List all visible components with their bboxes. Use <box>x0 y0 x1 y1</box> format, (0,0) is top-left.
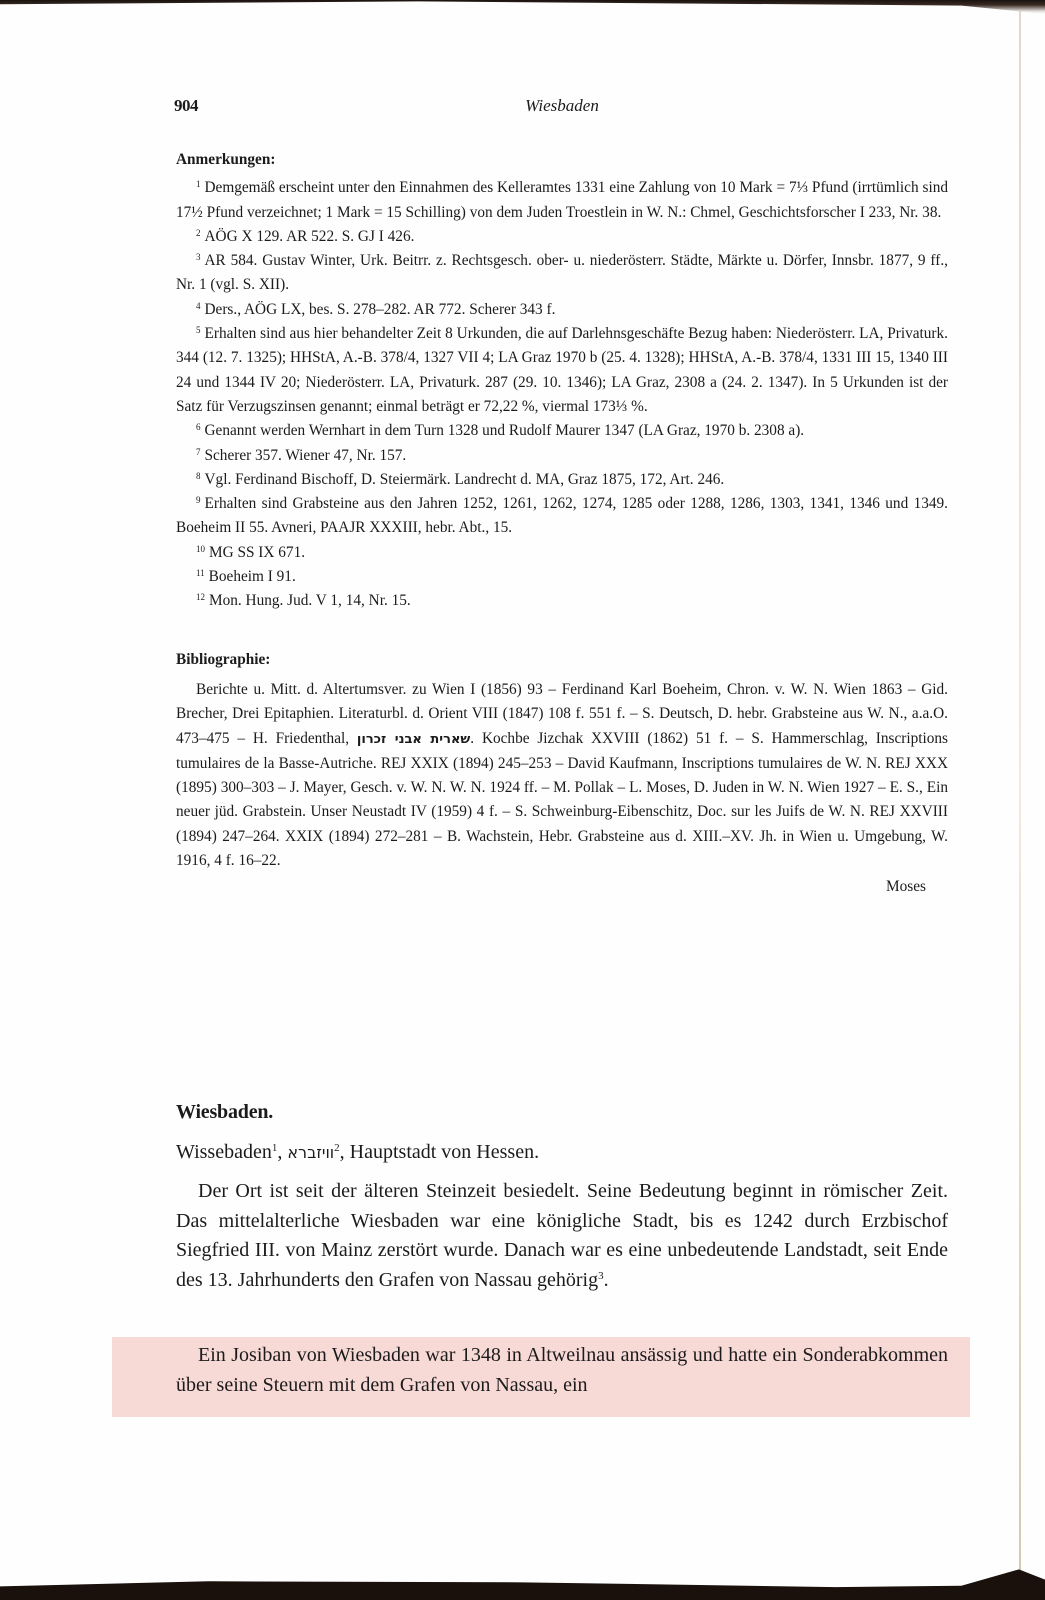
highlighted-paragraph: Ein Josiban von Wiesbaden war 1348 in Altweilnau ansässig und hatte ein Sonderabkommen über seine Steuern mit dem Grafen von Nassau, ein <box>176 1344 948 1396</box>
footnote-12 <box>176 589 948 613</box>
footnote-9 <box>176 492 948 541</box>
bibliography-text-part2: . Kochbe Jizchak XXVIII (1862) 51 f. – S. Hammerschlag, Inscriptions tumulaires de la Basse-Autriche. REJ XXIX (1894) 245–253 – David Kaufmann, Inscriptions tumulaires de W. N. REJ XXX (1895) 300–303 – J. Mayer, Gesch. v. W. N. W. N. 1924 ff. – M. Pollak – L. Moses, D. Juden in W. N. Wien 1927 – E. S., Ein neuer jüd. Grabstein. Unser Neustadt IV (1959) 4 f. – S. Schweinburg-Eibenschitz, Doc. sur les Juifs de W. N. REJ XXVIII (1894) 247–264. XXIX (1894) 272–281 – B. Wachstein, Hebr. Grabsteine aus d. XIII.–XV. Jh. in Wien u. Umgebung, W. 1916, 4 f. 16–22. <box>176 729 948 870</box>
footnote-number: 11 <box>196 568 205 579</box>
footnote-6 <box>176 419 948 443</box>
footnote-text: Demgemäß erscheint unter den Einnahmen des Kelleramtes 1331 eine Zahlung von 10 Mark = 7⅓ Pfund (irrtümlich sind 17½ Pfund verzeichnet; 1 Mark = 15 Schilling) von dem Juden Troestlein in W. N.: Chmel, Geschichtsforscher I 233, Nr. 38. <box>176 179 948 221</box>
article-author: Moses <box>886 878 926 896</box>
article-section <box>176 1098 948 1295</box>
footnote-text: MG SS IX 671. <box>209 543 306 561</box>
footnote-2 <box>176 225 948 249</box>
page-bottom-shadow <box>0 1566 1045 1600</box>
bibliography-heading: Bibliographie: <box>176 650 271 668</box>
footnote-number: 4 <box>196 300 201 311</box>
alt-name-hebrew: וויזברא <box>287 1142 335 1162</box>
bibliography-text-part1: Berichte u. Mitt. d. Altertumsver. zu Wien I (1856) 93 – Ferdinand Karl Boeheim, Chron. v. W. N. Wien 1863 – Gid. Brecher, Drei Epitaphien. Literaturbl. d. Orient VIII (1847) 108 f. 551 f. – S. Deutsch, D. hebr. Grabsteine aus W. N., a.a.O. 473–475 – H. Friedenthal, <box>176 680 948 747</box>
running-title: Wiesbaden <box>525 96 599 115</box>
running-head <box>176 96 948 120</box>
footnote-text: AÖG X 129. AR 522. S. GJ I 426. <box>204 227 415 245</box>
page-number: 904 <box>174 96 198 115</box>
alt-name-rest: , Hauptstadt von Hessen. <box>339 1140 540 1163</box>
footnote-1 <box>176 176 948 225</box>
footnote-text: Vgl. Ferdinand Bischoff, D. Steiermärk. Landrecht d. MA, Graz 1875, 172, Art. 246. <box>204 470 725 488</box>
highlighted-passage <box>176 1341 948 1400</box>
bibliography-text <box>176 678 948 873</box>
alt-name-latin: Wissebaden <box>176 1140 272 1163</box>
bibliography-hebrew-title: שארית אבני זכרון <box>356 731 471 747</box>
footnote-ref: 3 <box>598 1269 604 1282</box>
footnote-number: 3 <box>196 252 201 263</box>
footnote-text: AR 584. Gustav Winter, Urk. Beitrr. z. Rechtsgesch. ober- u. niederösterr. Städte, Märkte u. Dörfer, Innsbr. 1877, 9 ff., Nr. 1 (vgl. S. XII). <box>176 252 948 294</box>
footnote-text: Scherer 357. Wiener 47, Nr. 157. <box>204 446 407 464</box>
paragraph-text: Der Ort ist seit der älteren Steinzeit besiedelt. Seine Bedeutung beginnt in römischer Zeit. Das mittelalterliche Wiesbaden war eine königliche Stadt, bis es 1242 durch Erzbischof Siegfried III. von Mainz zerstört wurde. Danach war es eine unbedeutende Landstadt, seit Ende des 13. Jahrhunderts den Grafen von Nassau gehörig <box>176 1180 948 1291</box>
footnote-5 <box>176 322 948 419</box>
footnote-8 <box>176 468 948 492</box>
footnote-text: Mon. Hung. Jud. V 1, 14, Nr. 15. <box>209 592 411 610</box>
footnote-text: Erhalten sind Grabsteine aus den Jahren 1252, 1261, 1262, 1274, 1285 oder 1288, 1286, 1303, 1341, 1346 und 1349. Boeheim II 55. Avneri, PAAJR XXXIII, hebr. Abt., 15. <box>176 495 948 537</box>
footnote-text: Boeheim I 91. <box>208 568 296 586</box>
footnote-text: Ders., AÖG LX, bes. S. 278–282. AR 772. Scherer 343 f. <box>204 300 556 318</box>
article-paragraph <box>176 1177 948 1295</box>
footnote-text: Genannt werden Wernhart in dem Turn 1328 und Rudolf Maurer 1347 (LA Graz, 1970 b. 2308 a). <box>204 422 805 440</box>
footnote-number: 7 <box>196 446 201 457</box>
footnote-number: 5 <box>196 325 201 336</box>
footnote-number: 1 <box>196 179 201 190</box>
footnote-3 <box>176 249 948 298</box>
footnote-number: 9 <box>196 495 201 506</box>
paragraph-end: . <box>603 1268 609 1291</box>
page-top-shadow <box>0 0 1045 14</box>
notes-heading: Anmerkungen: <box>176 151 276 168</box>
footnote-list <box>176 176 948 613</box>
footnote-number: 6 <box>196 422 201 433</box>
article-title: Wiesbaden. <box>176 1101 274 1123</box>
footnote-number: 12 <box>196 592 205 603</box>
alternate-names: Wissebaden$^1$, וויזברא$^2$, Hauptstadt von Hessen. <box>176 1140 540 1163</box>
footnote-4 <box>176 298 948 322</box>
footnote-number: 8 <box>196 470 201 481</box>
notes-section <box>176 148 948 900</box>
footnote-ref: 1 <box>271 1141 278 1154</box>
footnote-11 <box>176 565 948 589</box>
footnote-10 <box>176 541 948 565</box>
footnote-number: 10 <box>196 543 205 554</box>
footnote-number: 2 <box>196 227 201 238</box>
footnote-ref: 2 <box>334 1141 340 1154</box>
footnote-text: Erhalten sind aus hier behandelter Zeit 8 Urkunden, die auf Darlehnsgeschäfte Bezug haben: Niederösterr. LA, Privaturk. 344 (12. 7. 1325); HHStA, A.-B. 378/4, 1327 VII 4; LA Graz 1970 b (25. 4. 1328); HHStA, A.-B. 378/4, 1331 III 15, 1340 III 24 und 1344 IV 20; Niederösterr. LA, Privaturk. 287 (29. 10. 1346); LA Graz, 2308 a (24. 2. 1347). In 5 Urkunden ist der Satz für Verzugszinsen genannt; einmal beträgt er 72,22 %, viermal 173⅓ %. <box>176 325 948 415</box>
page-right-edge <box>1019 10 1021 1570</box>
footnote-7 <box>176 444 948 468</box>
